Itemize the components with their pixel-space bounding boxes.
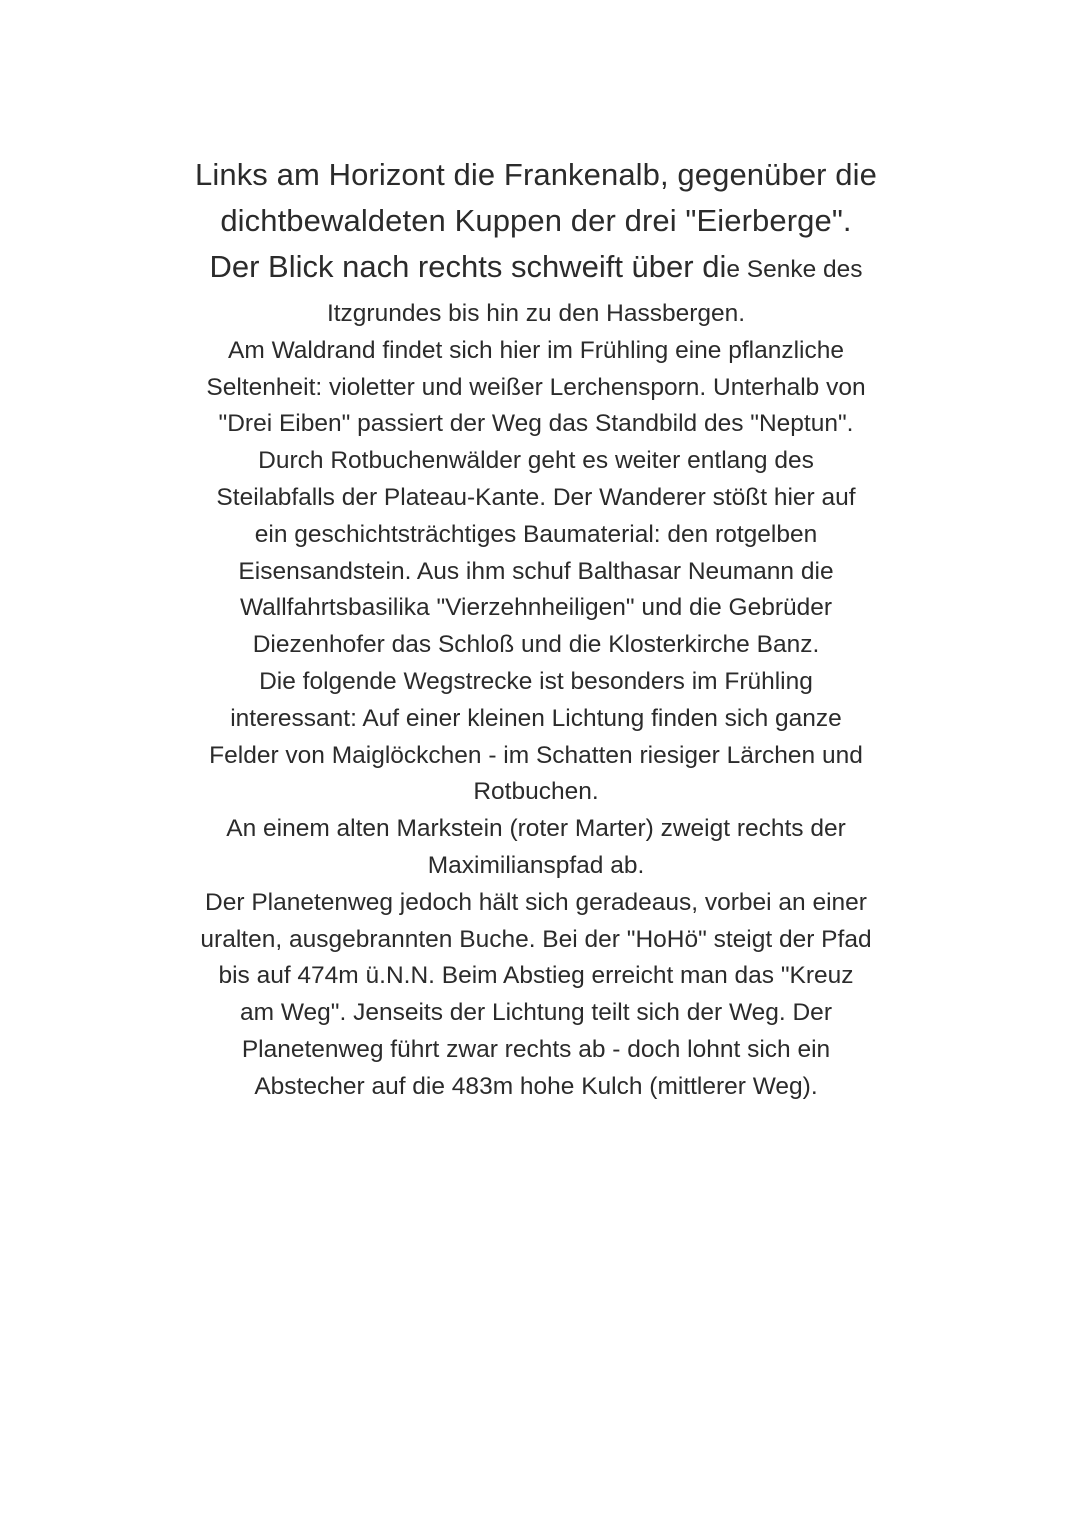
text-block: [150, 152, 922, 1106]
text-line: Steilabfalls der Plateau-Kante. Der Wanderer stößt hier auf: [216, 483, 856, 511]
text-line: "Drei Eiben" passiert der Weg das Standbild des "Neptun".: [218, 410, 854, 438]
text-line-mixed: [150, 244, 922, 296]
text-line: Wallfahrtsbasilika "Vierzehnheiligen" und die Gebrüder: [239, 594, 833, 622]
text-line: Links am Horizont die Frankenalb, gegenüber die: [195, 157, 877, 192]
text-line: Rotbuchen.: [473, 778, 599, 806]
text-line: Itzgrundes bis hin zu den Hassbergen.: [326, 300, 746, 327]
text-line: am Weg". Jenseits der Lichtung teilt sich der Weg. Der: [240, 999, 832, 1027]
text-line: Planetenweg führt zwar rechts ab - doch lohnt sich ein: [241, 1035, 831, 1063]
text-line: Durch Rotbuchenwälder geht es weiter entlang des: [258, 447, 814, 475]
text-line: Abstecher auf die 483m hohe Kulch (mittlerer Weg).: [254, 1072, 818, 1100]
text-line: dichtbewaldeten Kuppen der drei "Eierberge".: [220, 203, 852, 238]
text-line: Diezenhofer das Schloß und die Klosterkirche Banz.: [252, 631, 820, 659]
text-line-small-part: e Senke des: [726, 256, 863, 283]
text-line: ein geschichtsträchtiges Baumaterial: den rotgelben: [254, 520, 818, 548]
text-line: bis auf 474m ü.N.N. Beim Abstieg erreicht man das "Kreuz: [218, 962, 854, 990]
text-line: uralten, ausgebrannten Buche. Bei der "HoHö" steigt der Pfad: [200, 925, 872, 953]
text-line: Eisensandstein. Aus ihm schuf Balthasar Neumann die: [238, 557, 834, 585]
text-line: interessant: Auf einer kleinen Lichtung finden sich ganze: [230, 704, 842, 732]
text-line-large-part: Der Blick nach rechts schweift über di: [209, 249, 727, 284]
text-line: Felder von Maiglöckchen - im Schatten riesiger Lärchen und: [209, 741, 863, 769]
text-line: Maximilianspfad ab.: [427, 851, 645, 879]
text-line: Seltenheit: violetter und weißer Lerchensporn. Unterhalb von: [206, 373, 866, 401]
text-line: Am Waldrand findet sich hier im Frühling eine pflanzliche: [228, 336, 844, 364]
text-line: An einem alten Markstein (roter Marter) zweigt rechts der: [226, 815, 846, 843]
text-line: Die folgende Wegstrecke ist besonders im Frühling: [259, 667, 813, 695]
text-line: Der Planetenweg jedoch hält sich geradeaus, vorbei an einer: [205, 888, 867, 916]
